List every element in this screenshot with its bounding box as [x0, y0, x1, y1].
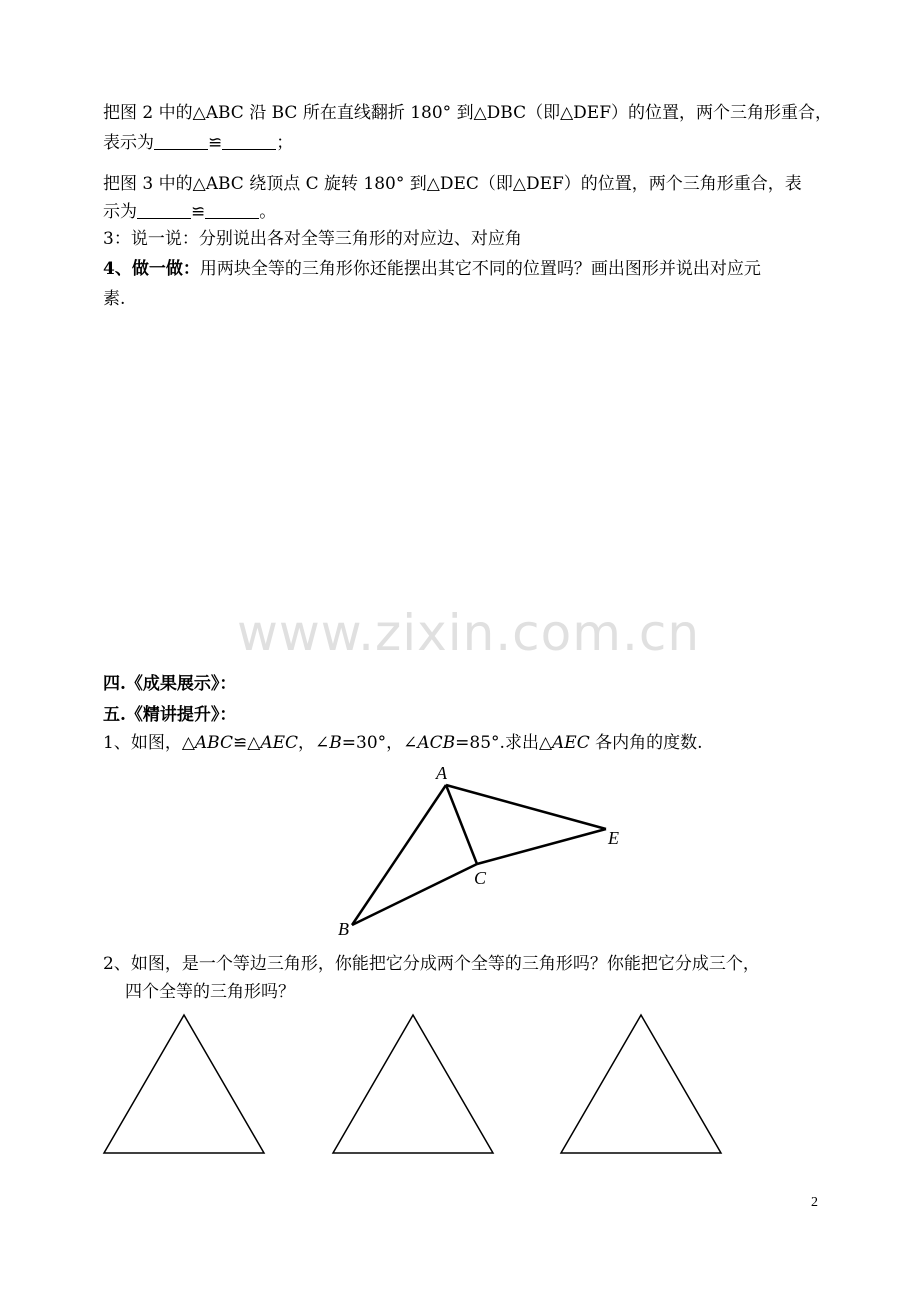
equilateral-triangle-2: [333, 1015, 493, 1153]
segment-ae: [446, 785, 606, 829]
question2-line1: 2、如图，是一个等边三角形，你能把它分成两个全等的三角形吗？你能把它分成三个，: [103, 954, 760, 974]
q1-text: =85°.求出△: [455, 733, 553, 753]
para1-end: ；: [276, 133, 294, 153]
figure-triangles-abc-aec: [352, 785, 606, 925]
equilateral-triangle-3: [561, 1015, 721, 1153]
q1-abc: ABC: [194, 733, 233, 753]
label-a: A: [436, 763, 447, 783]
q1-aec: AEC: [552, 733, 590, 753]
label-c: C: [474, 868, 487, 888]
segment-ac: [446, 785, 477, 864]
congruent-sign: ≌: [191, 202, 206, 222]
para2-prefix: 示为: [103, 202, 137, 222]
q1-aec: AEC: [260, 733, 299, 753]
q1-text: =30°，∠: [341, 733, 418, 753]
q1-text: ≌△: [232, 733, 261, 753]
q1-acb: ACB: [417, 733, 456, 753]
watermark: www.zixin.com.cn: [237, 604, 701, 662]
item4-heading: 4、做一做：: [103, 259, 200, 279]
segment-bc: [352, 864, 477, 925]
item4-text: 用两块全等的三角形你还能摆出其它不同的位置吗？画出图形并说出对应元: [199, 259, 761, 279]
congruent-sign: ≌: [208, 133, 223, 153]
para1-prefix: 表示为: [103, 133, 154, 153]
label-b: B: [338, 919, 349, 939]
para1-line1: 把图 2 中的△ABC 沿 BC 所在直线翻折 180° 到△DBC（即△DEF）的位置，两个三角形重合，: [103, 103, 832, 123]
q1-text: 1、如图，△: [103, 733, 195, 753]
label-e: E: [608, 828, 619, 848]
item4-line2: 素.: [103, 289, 126, 309]
para2-end: 。: [259, 202, 277, 222]
segment-ab: [352, 785, 446, 925]
page-number: 2: [811, 1195, 818, 1210]
para2-line1: 把图 3 中的△ABC 绕顶点 C 旋转 180° 到△DEC（即△DEF）的位置，两个三角形重合，表: [103, 174, 802, 194]
segment-ce: [477, 829, 606, 864]
equilateral-triangle-1: [104, 1015, 264, 1153]
item3: 3：说一说：分别说出各对全等三角形的对应边、对应角: [103, 229, 522, 249]
q1-b: B: [329, 733, 342, 753]
question2-line2: 四个全等的三角形吗？: [125, 982, 295, 1002]
q1-text: 各内角的度数.: [589, 733, 703, 753]
q1-text: ，∠: [298, 733, 330, 753]
section4-heading: 四.《成果展示》：: [103, 674, 237, 694]
section5-heading: 五.《精讲提升》：: [103, 705, 237, 725]
